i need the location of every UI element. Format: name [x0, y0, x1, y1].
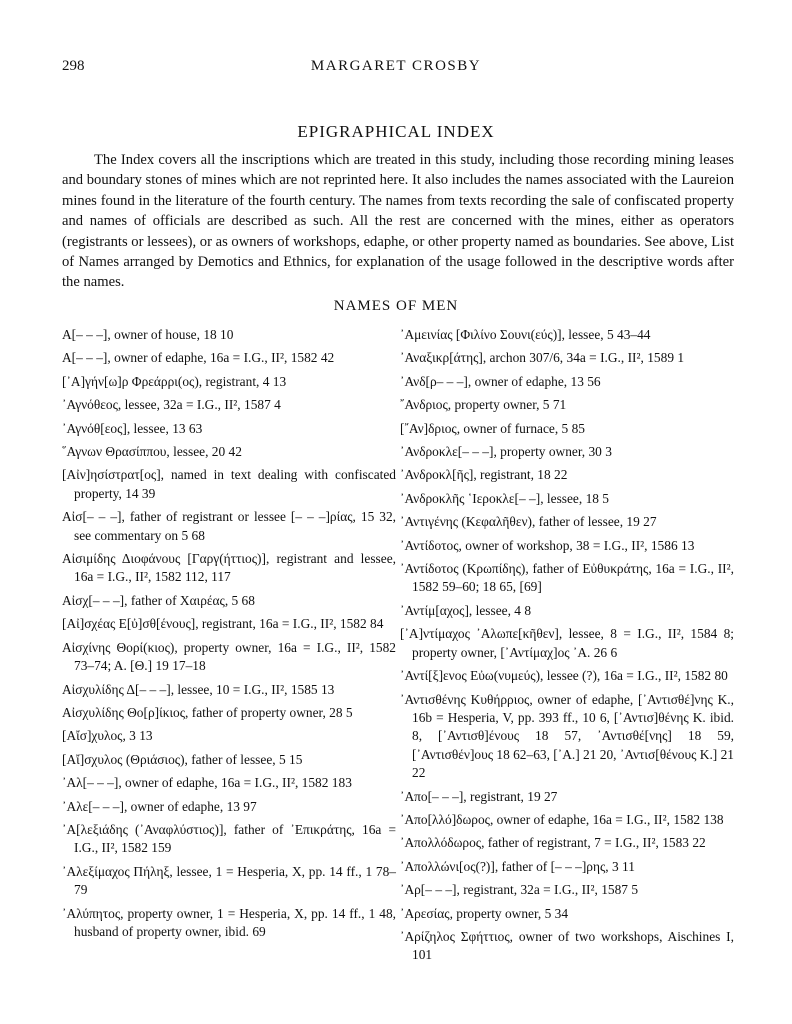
- index-entry: [Αἰν]ησίστρατ[ος], named in text dealing with confiscated property, 14 39: [62, 467, 396, 501]
- index-entry: ᾿Αρεσίας, property owner, 5 34: [400, 905, 569, 921]
- index-entry: ᾿Αμεινίας [Φιλίνο Σουνι(εύς)], lessee, 5 43–44: [400, 327, 651, 342]
- index-entry: ᾿Α[λεξιάδης (᾿Αναφλύστιος)], father of ᾿Επικράτης, 16a = I.G., II², 1582 159: [62, 821, 396, 856]
- index-entry: ᾿Αντίδοτος, owner of workshop, 38 = I.G., II², 1586 13: [400, 537, 695, 553]
- index-entry: ᾿Αρ[– – –], registrant, 32a = I.G., II², 1587 5: [400, 882, 639, 898]
- index-entry: ᾿Ανδροκλε[– – –], property owner, 30 3: [400, 444, 612, 460]
- names-of-men-heading: NAMES OF MEN: [333, 298, 459, 314]
- index-entry: ᾿Αρίζηλος Σφήττιος, owner of two workshops, Aischines I, 101: [400, 928, 734, 963]
- index-entry: ῞Αγνων Θρασίππου, lessee, 20 42: [62, 444, 242, 460]
- index-entry: [῎Αν]δριος, owner of furnace, 5 85: [400, 420, 585, 436]
- index-entry: Αἰσχίνης Θορί(κιος), property owner, 16a = I.G., II², 1582 73–74; A. [Θ.] 19 17–18: [62, 639, 396, 674]
- index-entry: A[– – –], owner of edaphe, 16a = I.G., II², 1582 42: [62, 350, 335, 366]
- index-column-right: [400, 326, 734, 970]
- index-entry: ᾿Αγνόθ[εος], lessee, 13 63: [62, 420, 203, 436]
- index-entry: Αἰσχυλίδης Θο[ρ]ίκιος, father of property owner, 28 5: [62, 704, 353, 720]
- index-column-left: [62, 326, 396, 946]
- index-entry: ᾿Απο[– – –], registrant, 19 27: [400, 788, 558, 804]
- index-entry: Αἰσχ[– – –], father of Χαιρέας, 5 68: [62, 592, 255, 608]
- index-entry: ᾿Απολλόδωρος, father of registrant, 7 = I.G., II², 1583 22: [400, 835, 706, 851]
- index-entry: ᾿Αντίδοτος (Κρωπίδης), father of Εὐθυκράτης, 16a = I.G., II², 1582 59–60; 18 65, [69]: [400, 561, 734, 595]
- intro-paragraph: The Index covers all the inscriptions which are treated in this study, including those recording mining leases and boundary stones of mines which are not reprinted here. It also includes the names associated with the Laureion mines found in the literature of the fourth century. The names from texts recording the sale of confiscated property and names of officials are described as such. All the rest are concerned with the mines, either as operators (registrants or lessees), or as owners of workshops, edaphe, or other property named as boundaries. See above, List of Names arranged by Demotics and Ethnics, for explanation of the usage followed in the descriptive words after the names.: [62, 152, 734, 291]
- running-head: MARGARET CROSBY: [310, 58, 482, 74]
- index-entry: ᾿Αναξικρ[άτης], archon 307/6, 34a = I.G., II², 1589 1: [400, 350, 685, 366]
- index-entry: [Αἰ]σχέας Ε[ὐ]σθ[ένους], registrant, 16a = I.G., II², 1582 84: [62, 616, 384, 632]
- index-entry: [᾿Α]γήν[ω]ρ Φρεάρρι(ος), registrant, 4 13: [62, 373, 287, 389]
- index-entry: [᾿Α]ντίμαχος ᾿Αλωπε[κῆθεν], lessee, 8 = I.G., II², 1584 8; property owner, [᾿Αντίμαχ]ος ᾿Α. 26 6: [400, 626, 734, 660]
- index-entry: ᾿Αντί[ξ]ενος Εὐω(νυμεύς), lessee (?), 16a = I.G., II², 1582 80: [400, 668, 728, 684]
- index-entry: A[– – –], owner of house, 18 10: [62, 327, 234, 342]
- index-entry: [Αἴσ]χυλος, 3 13: [62, 728, 153, 744]
- index-entry: ᾿Αντίμ[αχος], lessee, 4 8: [400, 602, 532, 618]
- index-entry: ᾿Αλ[– – –], owner of edaphe, 16a = I.G., II², 1582 183: [62, 775, 352, 791]
- index-entry: ᾿Ανδροκλῆς ῾Ιεροκλε[– –], lessee, 18 5: [400, 490, 610, 506]
- index-entry: ᾿Απο[λλό]δωρος, owner of edaphe, 16a = I.G., II², 1582 138: [400, 811, 724, 827]
- index-entry: ᾿Ανδ[ρ– – –], owner of edaphe, 13 56: [400, 373, 601, 389]
- index-entry: ῎Ανδριος, property owner, 5 71: [400, 397, 567, 413]
- index-entry: ᾿Ανδροκλ[ῆς], registrant, 18 22: [400, 467, 568, 483]
- index-entry: ᾿Αντισθένης Κυθήρριος, owner of edaphe, [᾿Αντισθέ]νης K., 16b = Hesperia, V, pp. 393 ff., 10 6, [᾿Αντισ]θένης K. ibid. 8, [᾿Αντισθ]ένους 18 57, ᾿Αντισθέ[νης] 18 59, [᾿Αντισθέν]ους 18 62–63, [᾿Α.] 21 20, ᾿Αντισ[θένους K.] 21 22: [400, 691, 734, 781]
- index-entry: ᾿Αλε[– – –], owner of edaphe, 13 97: [62, 798, 257, 814]
- index-entry: Αἰσ[– – –], father of registrant or lessee [– – –]ρίας, 15 32, see commentary on 5 68: [62, 509, 396, 543]
- index-entry: ᾿Αγνόθεος, lessee, 32a = I.G., II², 1587 4: [62, 397, 281, 413]
- index-entry: ᾿Αλύπητος, property owner, 1 = Hesperia, X, pp. 14 ff., 1 48, husband of property owner, ibid. 69: [62, 905, 396, 939]
- page-number: 298: [62, 58, 85, 74]
- index-entry: Αἰσιμίδης Διοφάνους [Γαργ(ήττιος)], registrant and lessee, 16a = I.G., II², 1582 112, 117: [62, 551, 396, 585]
- index-entry: ᾿Αντιγένης (Κεφαλῆθεν), father of lessee, 19 27: [400, 514, 657, 530]
- index-entry: Αἰσχυλίδης Δ[– – –], lessee, 10 = I.G., II², 1585 13: [62, 681, 335, 697]
- page-header: [0, 58, 792, 80]
- index-entry: ᾿Αλεξίμαχος Πήληξ, lessee, 1 = Hesperia, X, pp. 14 ff., 1 78–79: [62, 863, 396, 898]
- index-entry: ᾿Απολλώνι[ος(?)], father of [– – –]ρης, 3 11: [400, 858, 635, 874]
- index-entry: [Αἴ]σχυλος (Θριάσιος), father of lessee, 5 15: [62, 751, 303, 767]
- section-title: EPIGRAPHICAL INDEX: [297, 122, 495, 141]
